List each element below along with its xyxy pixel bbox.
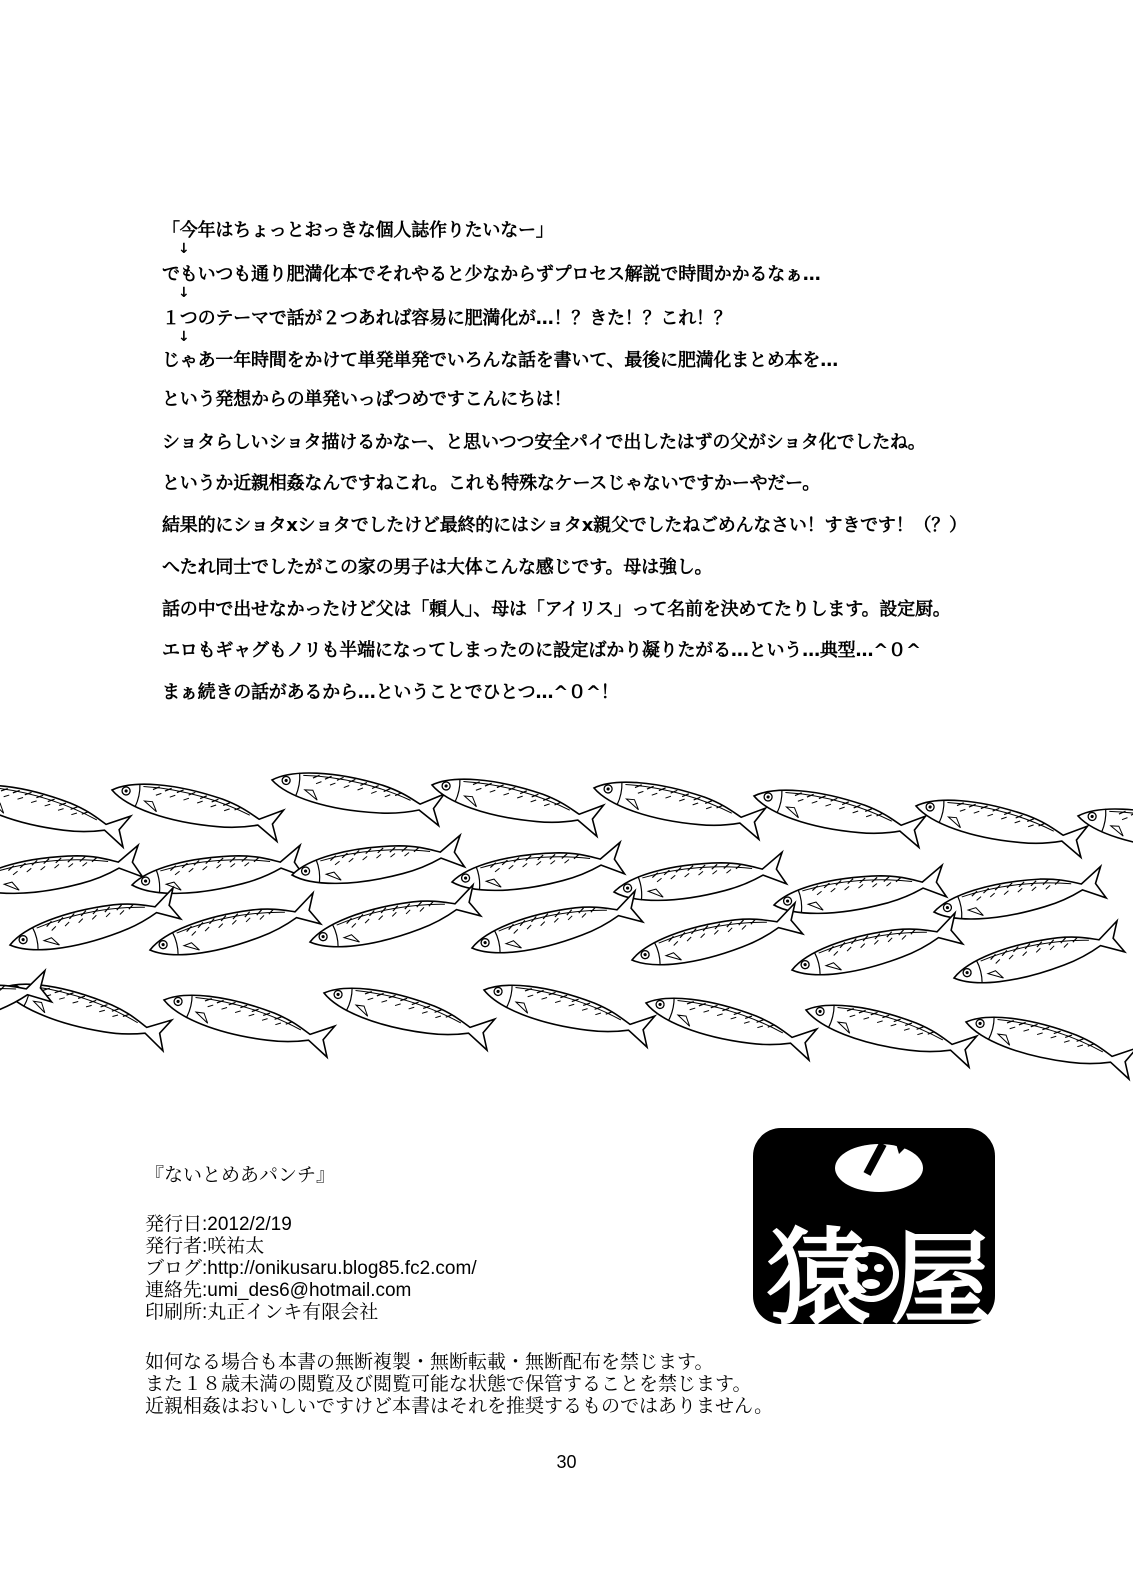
issue-date: 発行日:2012/2/19 [145, 1214, 292, 1235]
intro-line: ショタらしいショタ描けるかなー、と思いつつ安全パイで出したはずの父がショタ化でしたね。 [162, 432, 926, 453]
down-arrow-icon: ↓ [178, 285, 190, 301]
notice-line: また１８歳未満の閲覧及び閲覧可能な状態で保管することを禁じます。 [145, 1374, 752, 1395]
down-arrow-icon: ↓ [178, 241, 190, 257]
down-arrow-icon: ↓ [178, 329, 190, 345]
intro-line: へたれ同士でしたがこの家の男子は大体こんな感じです。母は強し。 [162, 557, 713, 578]
intro-line: 「今年はちょっとおっきな個人誌作りたいなー」 [162, 220, 554, 241]
logo-glyph-right: 屋 [891, 1221, 991, 1324]
publisher: 発行者:咲祐太 [145, 1236, 265, 1257]
logo-glyph-left: 猿 [767, 1217, 872, 1324]
printer: 印刷所:丸正インキ有限会社 [145, 1302, 379, 1323]
intro-line: という発想からの単発いっぱつめですこんにちは！ [162, 389, 572, 410]
blog-url: ブログ:http://onikusaru.blog85.fc2.com/ [145, 1258, 477, 1279]
intro-line: というか近親相姦なんですねこれ。これも特殊なケースじゃないですかーやだー。 [162, 473, 821, 494]
intro-line: でもいつも通り肥満化本でそれやると少なからずプロセス解説で時間かかるなぁ… [162, 264, 821, 285]
notice-line: 如何なる場合も本書の無断複製・無断転載・無断配布を禁じます。 [145, 1352, 714, 1373]
circle-logo [753, 1128, 995, 1324]
intro-line: 結果的にショタxショタでしたけど最終的にはショタx親父でしたねごめんなさい！すきです！（？） [162, 515, 967, 536]
page-number: 30 [556, 1452, 577, 1472]
intro-line: じゃあ一年時間をかけて単発単発でいろんな話を書いて、最後に肥満化まとめ本を… [162, 350, 839, 371]
contact-email: 連絡先:umi_des6@hotmail.com [145, 1280, 412, 1301]
notice-line: 近親相姦はおいしいですけど本書はそれを推奨するものではありません。 [145, 1396, 774, 1417]
intro-line: エロもギャグもノリも半端になってしまったのに設定ばかり凝りたがる…という…典型…^０^ [162, 640, 921, 661]
intro-line: 話の中で出せなかったけど父は「頼人」、母は「アイリス」って名前を決めてたりします。設定厨。 [162, 599, 951, 620]
book-title: 『ないとめあパンチ』 [145, 1165, 336, 1186]
fish-illustration [0, 760, 1133, 1120]
intro-line: １つのテーマで話が２つあれば容易に肥満化が…！？きた！？これ！？ [162, 308, 732, 329]
intro-line: まぁ続きの話があるから…ということでひとつ…^０^！ [162, 682, 619, 703]
